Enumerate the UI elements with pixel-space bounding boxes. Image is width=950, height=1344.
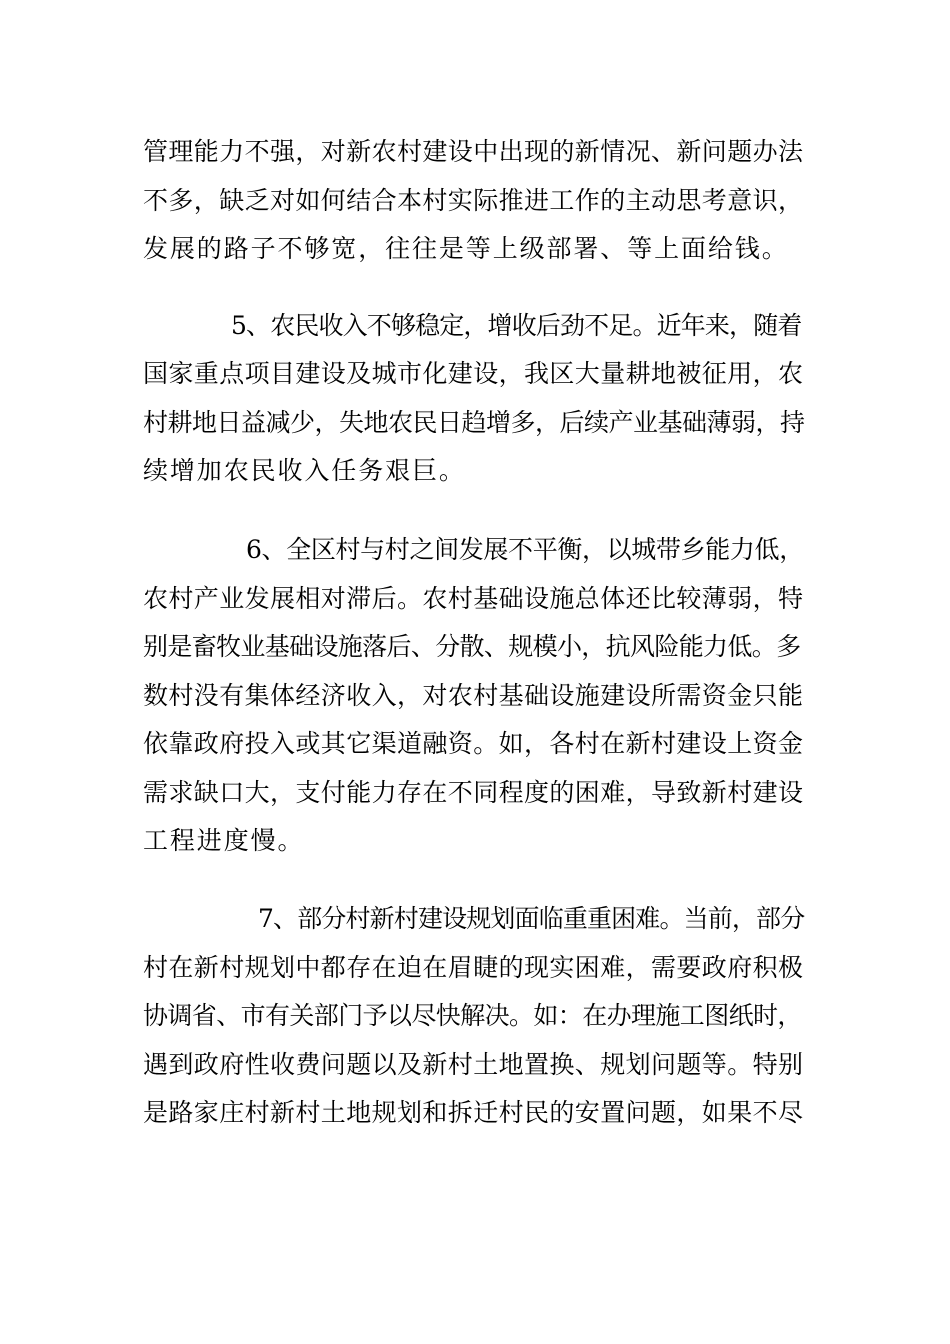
- text-line: 村在新村规划中都存在迫在眉睫的现实困难，需要政府积极: [143, 953, 804, 982]
- text-line: 续增加农民收入任务艰巨。: [143, 456, 466, 485]
- text-line: 工程进度慢。: [143, 826, 305, 855]
- text-line: 别是畜牧业基础设施落后、分散、规模小，抗风险能力低。多: [143, 632, 801, 661]
- text-line: 依靠政府投入或其它渠道融资。如，各村在新村建设上资金: [143, 729, 804, 758]
- text-line: 村耕地日益减少，失地农民日趋增多，后续产业基础薄弱，持: [143, 408, 805, 437]
- text-line: 农村产业发展相对滞后。农村基础设施总体还比较薄弱，特: [143, 584, 804, 613]
- text-line: 是路家庄村新村土地规划和拆迁村民的安置问题，如果不尽: [143, 1098, 804, 1127]
- text-line: 管理能力不强，对新农村建设中出现的新情况、新问题办法: [143, 137, 804, 166]
- text-line: 7、部分村新村建设规划面临重重困难。当前，部分: [258, 904, 805, 933]
- text-line: 不多，缺乏对如何结合本村实际推进工作的主动思考意识，: [143, 186, 804, 215]
- text-line: 5、农民收入不够稳定，增收后劲不足。近年来，随着: [231, 311, 802, 340]
- text-line: 国家重点项目建设及城市化建设，我区大量耕地被征用，农: [143, 359, 804, 388]
- text-line: 需求缺口大，支付能力存在不同程度的困难，导致新村建设: [143, 778, 804, 807]
- text-line: 数村没有集体经济收入，对农村基础设施建设所需资金只能: [143, 681, 804, 710]
- text-line: 遇到政府性收费问题以及新村土地置换、规划问题等。特别: [143, 1050, 804, 1079]
- text-line: 发展的路子不够宽，往往是等上级部署、等上面给钱。: [143, 234, 789, 263]
- text-line: 协调省、市有关部门予以尽快解决。如：在办理施工图纸时，: [143, 1001, 802, 1030]
- text-line: 6、全区村与村之间发展不平衡，以城带乡能力低，: [246, 535, 804, 564]
